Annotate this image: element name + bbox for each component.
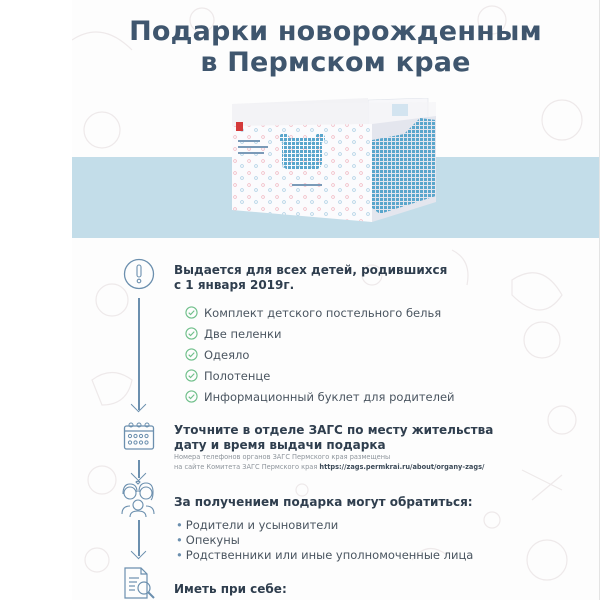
arrow-down-icon — [131, 397, 147, 413]
check-circle-icon — [185, 390, 198, 403]
calendar-icon — [123, 421, 155, 451]
document-search-icon — [123, 566, 157, 600]
title-line-1: Подарки новорожденным — [129, 16, 542, 47]
zags-contact-note: Номера телефонов органов ЗАГС Пермского края размещены на сайте Комитета ЗАГС Пермского края https://zags.permkrai.ru/about/organy-zags/ — [174, 453, 485, 471]
step-4-heading: Иметь при себе: — [174, 582, 287, 596]
exclamation-circle-icon — [123, 258, 155, 290]
family-icon — [120, 480, 156, 518]
zags-website-link[interactable]: https://zags.permkrai.ru/about/organy-zags/ — [319, 463, 485, 471]
list-item-label: Комплект детского постельного белья — [204, 305, 442, 320]
check-circle-icon — [185, 306, 198, 319]
check-circle-icon — [185, 369, 198, 382]
list-item — [185, 365, 455, 386]
list-item-label: Полотенце — [204, 368, 271, 383]
title-line-2: в Пермском крае — [200, 47, 471, 78]
list-item: • Опекуны — [176, 533, 240, 547]
list-item-label: Две пеленки — [204, 326, 282, 341]
page-title — [72, 16, 599, 78]
step-1-heading: Выдается для всех детей, родившихся с 1 января 2019г. — [174, 263, 448, 292]
check-circle-icon — [185, 348, 198, 361]
step-3-heading: За получением подарка могут обратиться: — [174, 495, 473, 509]
list-item-label: Информационный буклет для родителей — [204, 389, 455, 404]
list-item-label: Одеяло — [204, 347, 250, 362]
list-item — [185, 386, 455, 407]
list-item — [185, 323, 455, 344]
eligible-recipients-list — [176, 518, 473, 563]
list-item — [185, 344, 455, 365]
list-item — [185, 302, 455, 323]
timeline-connector — [138, 298, 140, 410]
bullet-icon: • — [176, 518, 183, 532]
gift-contents-list — [185, 302, 455, 407]
gift-box-image — [232, 98, 474, 226]
poster — [72, 0, 600, 600]
list-item: • Родители и усыновители — [176, 518, 339, 532]
bullet-icon: • — [176, 533, 183, 547]
step-2-heading: Уточните в отделе ЗАГС по месту жительства дату и время выдачи подарка — [174, 423, 494, 452]
list-item: • Родственники или иные уполномоченные лица — [176, 548, 474, 562]
check-circle-icon — [185, 327, 198, 340]
arrow-down-icon — [131, 466, 147, 482]
arrow-down-icon — [131, 544, 147, 560]
bullet-icon: • — [176, 548, 183, 562]
